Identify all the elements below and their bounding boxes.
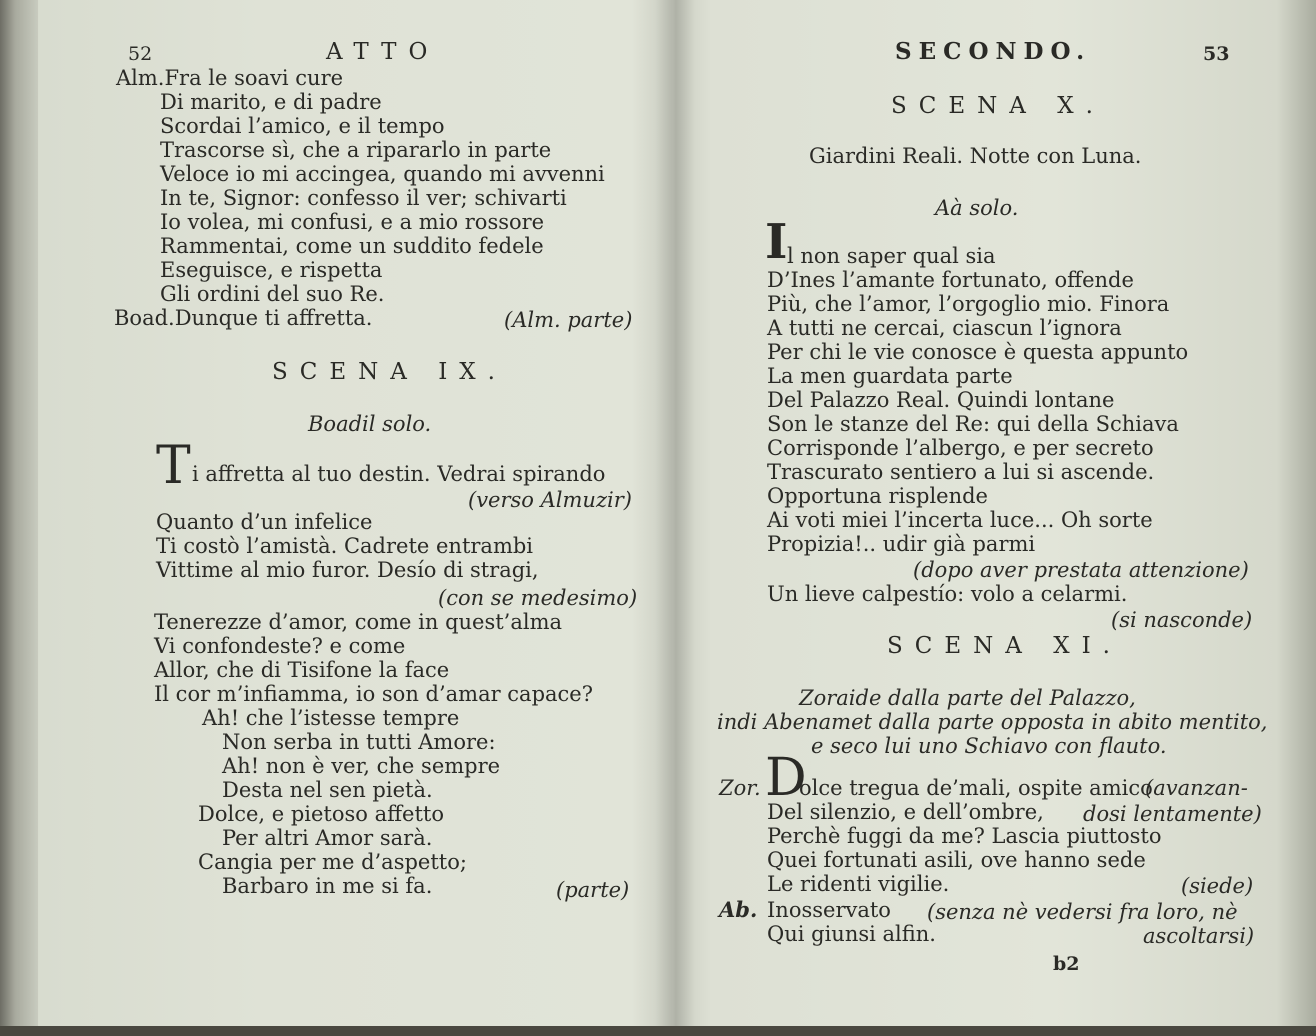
scene-setting: Giardini Reali. Notte con Luna.	[809, 144, 1142, 168]
book-edge	[0, 0, 38, 1036]
text-line: Allor, che di Tisifone la face	[154, 658, 450, 682]
text-line: Son le stanze del Re: qui della Schiava	[767, 412, 1179, 436]
scene-description: Zoraide dalla parte del Palazzo,	[799, 686, 1136, 710]
stage-direction: (siede)	[1181, 874, 1254, 898]
text-line: Vi confondeste? e come	[154, 634, 406, 658]
text-line: Inosservato	[767, 898, 891, 922]
speaker: Ab.	[719, 897, 758, 922]
text-line: La men guardata parte	[767, 364, 1013, 388]
stage-direction: (Alm. parte)	[504, 308, 633, 332]
text-line: Opportuna risplende	[767, 484, 988, 508]
text-line: Per chi le vie conosce è questa appunto	[767, 340, 1189, 364]
stage-direction: (senza nè vedersi fra loro, nè	[927, 900, 1238, 924]
bottom-edge	[0, 1026, 1316, 1036]
scene-description: indi Abenamet dalla parte opposta in abito mentito,	[717, 710, 1268, 734]
text-line: Io volea, mi confusi, e a mio rossore	[160, 210, 545, 234]
aria-line: Barbaro in me si fa.	[222, 874, 433, 898]
aria-line: Per altri Amor sarà.	[222, 826, 433, 850]
text-line: Qui giunsi alfin.	[767, 922, 936, 946]
text-line: Più, che l’amor, l’orgoglio mio. Finora	[767, 292, 1170, 316]
scene-heading: SCENA X.	[891, 93, 1105, 119]
scene-description: e seco lui uno Schiavo con flauto.	[811, 734, 1167, 758]
running-head: ATTO	[326, 39, 440, 65]
text-line: Trascorse sì, che a ripararlo in parte	[160, 138, 552, 162]
stage-direction: ascoltarsi)	[1143, 924, 1255, 948]
text-line: Corrisponde l’albergo, e per secreto	[767, 436, 1154, 460]
text-line: Trascurato sentiero a lui si ascende.	[767, 460, 1155, 484]
text-line: l non saper qual sia	[787, 244, 996, 268]
running-head: SECONDO.	[895, 38, 1092, 65]
text-line: In te, Signor: confesso il ver; schivarti	[160, 186, 567, 210]
stage-direction: dosi lentamente)	[1083, 802, 1262, 826]
text-line: Propizia!.. udir già parmi	[767, 532, 1036, 556]
text-line: Alm.Fra le soavi cure	[116, 66, 344, 90]
text-line: Vittime al mio furor. Desío di stragi,	[156, 558, 539, 582]
text-line: Perchè fuggi da me? Lascia piuttosto	[767, 824, 1162, 848]
text-line: Quei fortunati asili, ove hanno sede	[767, 848, 1146, 872]
aria-line: Desta nel sen pietà.	[222, 778, 433, 802]
text-line: Tenerezze d’amor, come in quest’alma	[154, 610, 563, 634]
dropcap: I	[765, 214, 788, 270]
gutter-shadow	[655, 0, 695, 1036]
stage-direction: (avanzan-	[1145, 776, 1248, 800]
text-line: Gli ordini del suo Re.	[160, 282, 385, 306]
text-line: A tutti ne cercai, ciascun l’ignora	[767, 316, 1122, 340]
text-line: Rammentai, come un suddito fedele	[160, 234, 544, 258]
scene-heading: SCENA XI.	[887, 633, 1122, 659]
text-line: Ai voti miei l’incerta luce... Oh sorte	[767, 508, 1153, 532]
stage-direction: (dopo aver prestata attenzione)	[913, 558, 1249, 582]
text-line: Scordai l’amico, e il tempo	[160, 114, 445, 138]
text-line: Il cor m’infiamma, io son d’amar capace?	[154, 682, 593, 706]
scene-subtitle: Boadil solo.	[308, 412, 432, 436]
dropcap: T	[156, 436, 191, 496]
text-line: Del Palazzo Real. Quindi lontane	[767, 388, 1115, 412]
scene-subtitle: Aà solo.	[935, 196, 1019, 220]
text-line: Di marito, e di padre	[160, 90, 382, 114]
speaker: Zor.	[719, 776, 761, 800]
text-line: Veloce io mi accingea, quando mi avvenni	[160, 162, 605, 186]
text-line: Le ridenti vigilie.	[767, 872, 950, 896]
aria-line: Non serba in tutti Amore:	[222, 730, 496, 754]
signature-mark: b2	[1053, 953, 1080, 975]
text-line: Eseguisce, e rispetta	[160, 258, 383, 282]
stage-direction: (si nasconde)	[1111, 608, 1253, 632]
scene-heading: SCENA IX.	[272, 359, 507, 385]
page-number: 52	[128, 43, 153, 65]
text-line: Un lieve calpestío: volo a celarmi.	[767, 582, 1128, 606]
text-line: Boad.Dunque ti affretta.	[114, 306, 373, 330]
aria-line: Ah! che l’istesse tempre	[202, 706, 460, 730]
page-number: 53	[1203, 43, 1230, 65]
text-line: Quanto d’un infelice	[156, 510, 373, 534]
text-line: D’Ines l’amante fortunato, offende	[767, 268, 1134, 292]
text-line: i affretta al tuo destin. Vedrai spirando	[192, 462, 606, 486]
stage-direction: (verso Almuzir)	[468, 488, 632, 512]
text-line: Ti costò l’amistà. Cadrete entrambi	[156, 534, 534, 558]
aria-line: Cangia per me d’aspetto;	[198, 850, 467, 874]
stage-direction: (parte)	[556, 878, 630, 902]
aria-line: Dolce, e pietoso affetto	[198, 802, 444, 826]
text-line: Del silenzio, e dell’ombre,	[767, 800, 1044, 824]
stage-direction: (con se medesimo)	[438, 586, 638, 610]
aria-line: Ah! non è ver, che sempre	[222, 754, 501, 778]
text-line: olce tregua de’mali, ospite amico	[799, 776, 1153, 800]
dropcap: D	[765, 748, 807, 808]
